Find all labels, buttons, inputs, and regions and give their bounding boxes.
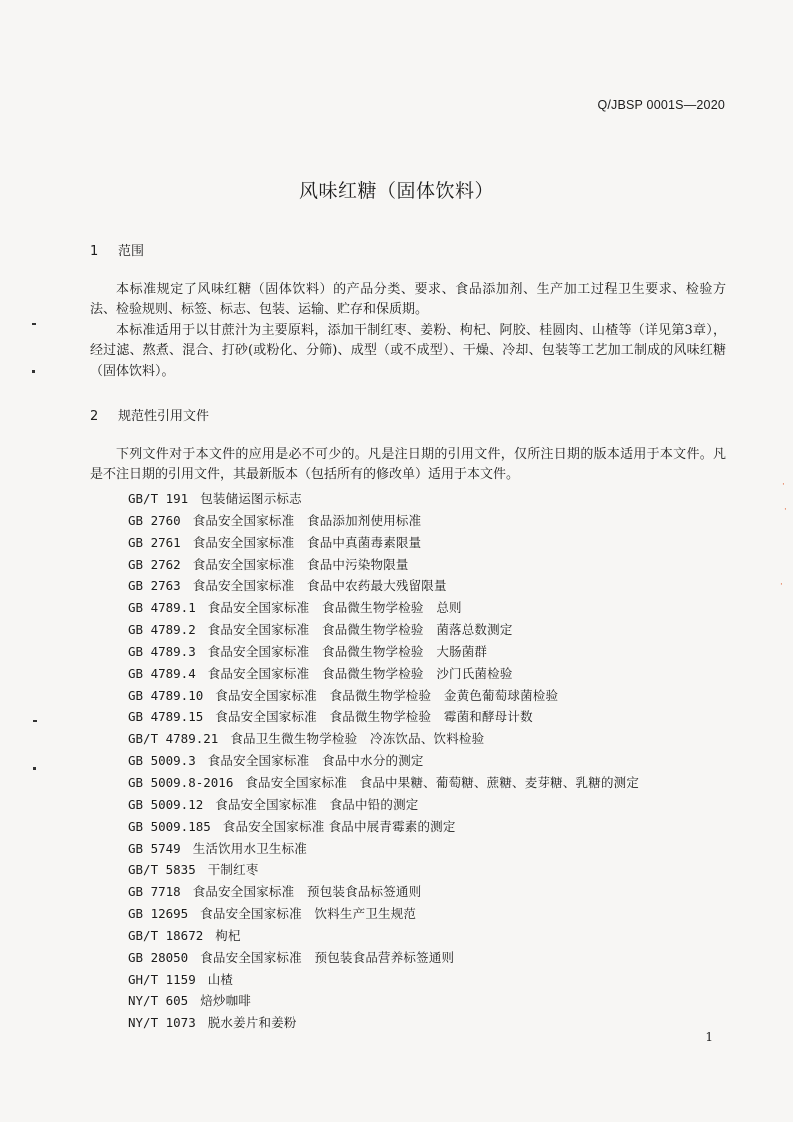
page-number: 1 — [705, 1030, 713, 1044]
reference-item: GB 5749 生活饮用水卫生标准 — [128, 840, 307, 856]
scope-paragraph-2: 本标准适用于以甘蔗汁为主要原料，添加干制红枣、姜粉、枸杞、阿胶、桂圆肉、山楂等（详见第3章），经过滤、熬煮、混合、打砂(或粉化、分筛)、成型（或不成型）、干燥、冷却、包装等工艺加工制成的风味红糖（固体饮料）。 — [90, 323, 726, 379]
reference-item: GB 12695 食品安全国家标准 饮料生产卫生规范 — [128, 906, 417, 922]
reference-item: GB/T 4789.21 食品卫生微生物学检验 冷冻饮品、饮料检验 — [128, 731, 485, 747]
reference-item: GB 28050 食品安全国家标准 预包装食品营养标签通则 — [128, 949, 455, 965]
reference-item: GB 2760 食品安全国家标准 食品添加剂使用标准 — [128, 512, 422, 528]
section-1-heading — [90, 240, 144, 259]
reference-item: GB 2761 食品安全国家标准 食品中真菌毒素限量 — [128, 534, 422, 550]
reference-item: GB 5009.185 食品安全国家标准 食品中展青霉素的测定 — [128, 818, 456, 834]
reference-item: GB 4789.10 食品安全国家标准 食品微生物学检验 金黄色葡萄球菌检验 — [128, 687, 559, 703]
reference-item: GH/T 1159 山楂 — [128, 971, 234, 987]
reference-item: GB 4789.3 食品安全国家标准 食品微生物学检验 大肠菌群 — [128, 643, 488, 659]
scope-paragraph-1: 本标准规定了风味红糖（固体饮料）的产品分类、要求、食品添加剂、生产加工过程卫生要求、检验方法、检验规则、标签、标志、包装、运输、贮存和保质期。 — [90, 282, 726, 318]
seal-fragment: · — [782, 480, 785, 490]
seal-fragment: · — [784, 505, 787, 515]
document-code: Q/JBSP 0001S—2020 — [597, 98, 725, 112]
section-1-title: 范围 — [118, 244, 145, 259]
section-2-number: 2 — [90, 409, 99, 424]
reference-list — [128, 488, 639, 1034]
scan-mark — [32, 370, 35, 373]
reference-item: GB 7718 食品安全国家标准 预包装食品标签通则 — [128, 884, 422, 900]
reference-item: GB/T 18672 枸杞 — [128, 927, 241, 943]
section-2-heading — [90, 405, 209, 424]
reference-item: GB 4789.2 食品安全国家标准 食品微生物学检验 菌落总数测定 — [128, 622, 513, 638]
scan-mark — [33, 767, 36, 770]
scan-mark — [32, 323, 36, 325]
reference-item: GB/T 5835 干制红枣 — [128, 862, 259, 878]
reference-item: NY/T 605 焙炒咖啡 — [128, 993, 252, 1009]
seal-fragment: · — [780, 580, 783, 590]
reference-item: GB 5009.3 食品安全国家标准 食品中水分的测定 — [128, 753, 424, 769]
reference-item: GB/T 191 包装储运图示标志 — [128, 491, 302, 506]
reference-item: GB 5009.8-2016 食品安全国家标准 食品中果糖、葡萄糖、蔗糖、麦芽糖、乳糖的测定 — [128, 774, 640, 790]
section-1-number: 1 — [90, 244, 99, 259]
section-2-title: 规范性引用文件 — [118, 409, 210, 424]
reference-item: GB 4789.15 食品安全国家标准 食品微生物学检验 霉菌和酵母计数 — [128, 709, 533, 725]
reference-item: GB 2762 食品安全国家标准 食品中污染物限量 — [128, 556, 409, 572]
reference-item: GB 4789.1 食品安全国家标准 食品微生物学检验 总则 — [128, 600, 462, 616]
reference-item: GB 4789.4 食品安全国家标准 食品微生物学检验 沙门氏菌检验 — [128, 665, 513, 681]
references-intro: 下列文件对于本文件的应用是必不可少的。凡是注日期的引用文件，仅所注日期的版本适用于本文件。凡是不注日期的引用文件，其最新版本（包括所有的修改单）适用于本文件。 — [90, 447, 726, 483]
scan-mark — [33, 720, 37, 722]
document-title: 风味红糖（固体饮料） — [298, 180, 494, 202]
reference-item: GB 2763 食品安全国家标准 食品中农药最大残留限量 — [128, 578, 447, 594]
reference-item: GB 5009.12 食品安全国家标准 食品中铅的测定 — [128, 796, 419, 812]
reference-item: NY/T 1073 脱水姜片和姜粉 — [128, 1015, 297, 1031]
